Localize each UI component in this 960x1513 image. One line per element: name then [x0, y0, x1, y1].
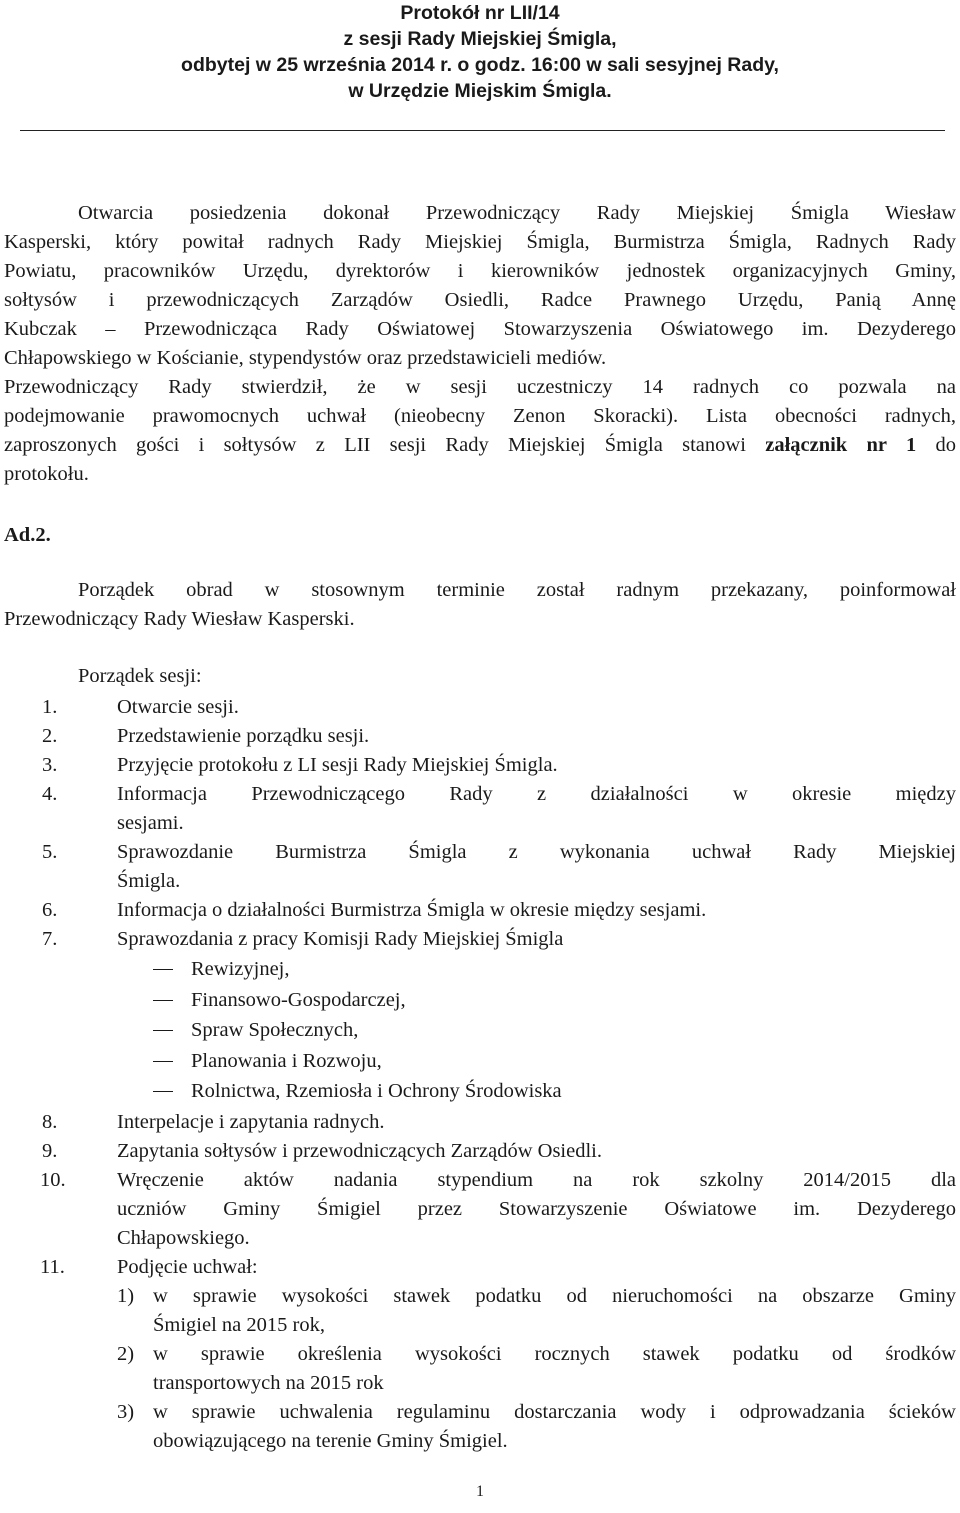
resolution-text: obowiązującego na terenie Gminy Śmigiel.	[153, 1430, 508, 1452]
resolution-text: Śmigiel na 2015 rok,	[153, 1314, 325, 1336]
text-line: Przewodniczący Rady Wiesław Kasperski.	[4, 608, 355, 630]
agenda-item-text: Przedstawienie porządku sesji.	[117, 725, 370, 747]
commission-name: Rewizyjnej,	[191, 958, 290, 980]
agenda-item-text: Przyjęcie protokołu z LI sesji Rady Miejskiej Śmigla.	[117, 754, 558, 776]
commission-name: Spraw Społecznych,	[191, 1019, 359, 1041]
agenda-item-text: Interpelacje i zapytania radnych.	[117, 1111, 385, 1133]
agenda-item-text: Sprawozdania z pracy Komisji Rady Miejskiej Śmigla	[117, 928, 564, 950]
dash-bullet-icon	[153, 1030, 173, 1031]
resolution-number: 2)	[117, 1343, 135, 1365]
agenda-item-number: 4.	[42, 783, 58, 805]
resolution-text: w sprawie określenia wysokości rocznych stawek podatku od środków	[153, 1343, 956, 1365]
text-line	[4, 431, 956, 460]
attachment-reference: załącznik nr 1	[765, 434, 917, 456]
protocol-subtitle-line: w Urzędzie Miejskim Śmigla.	[348, 80, 612, 102]
agenda-title: Porządek sesji:	[78, 665, 202, 687]
agenda-item-text: Informacja o działalności Burmistrza Śmigla w okresie między sesjami.	[117, 899, 707, 921]
agenda-item-text: Wręczenie aktów nadania stypendium na rok szkolny 2014/2015 dla	[117, 1169, 956, 1191]
agenda-item-number: 8.	[42, 1111, 58, 1133]
agenda-item-number: 1.	[42, 696, 58, 718]
dash-bullet-icon	[153, 969, 173, 970]
section-heading-ad2: Ad.2.	[4, 524, 51, 546]
agenda-item-number: 7.	[42, 928, 58, 950]
text-segment: zaproszonych gości i sołtysów z LII sesji Rady Miejskiej Śmigla stanowi	[4, 434, 746, 456]
agenda-item-text: Otwarcie sesji.	[117, 696, 239, 718]
text-line: Porządek obrad w stosownym terminie został radnym przekazany, poinformował	[78, 579, 956, 601]
agenda-item-number: 10.	[40, 1169, 66, 1191]
agenda-item-text: uczniów Gminy Śmigiel przez Stowarzyszenie Oświatowe im. Dezyderego	[117, 1198, 956, 1220]
page-number: 1	[476, 1483, 484, 1500]
commission-name: Rolnictwa, Rzemiosła i Ochrony Środowiska	[191, 1080, 562, 1102]
commission-name: Planowania i Rozwoju,	[191, 1049, 382, 1072]
dash-bullet-icon	[153, 1000, 173, 1001]
agenda-item-number: 2.	[42, 725, 58, 747]
text-line: Kubczak – Przewodnicząca Rady Oświatowej Stowarzyszenia Oświatowego im. Dezyderego	[4, 318, 956, 340]
agenda-item-text: Informacja Przewodniczącego Rady z działalności w okresie między	[117, 783, 956, 805]
dash-bullet-icon	[153, 1061, 173, 1062]
protocol-title: Protokół nr LII/14	[400, 2, 560, 24]
resolution-number: 1)	[117, 1285, 135, 1307]
agenda-item-number: 5.	[42, 841, 58, 863]
protocol-subtitle-line: odbytej w 25 września 2014 r. o godz. 16:00 w sali sesyjnej Rady,	[181, 54, 779, 76]
agenda-item-text: Śmigla.	[117, 870, 181, 892]
agenda-item-text: Zapytania sołtysów i przewodniczących Zarządów Osiedli.	[117, 1140, 602, 1162]
agenda-item-text: sesjami.	[117, 812, 184, 834]
text-line: sołtysów i przewodniczących Zarządów Osiedli, Radce Prawnego Urzędu, Panią Annę	[4, 289, 956, 311]
resolution-text: w sprawie wysokości stawek podatku od nieruchomości na obszarze Gminy	[153, 1285, 956, 1307]
text-line: podejmowanie prawomocnych uchwał (nieobecny Zenon Skoracki). Lista obecności radnych,	[4, 405, 956, 427]
resolution-text: transportowych na 2015 rok	[153, 1372, 384, 1394]
text-line: Kasperski, który powitał radnych Rady Miejskiej Śmigla, Burmistrza Śmigla, Radnych Rady	[4, 231, 956, 253]
agenda-item-text: Podjęcie uchwał:	[117, 1256, 258, 1278]
resolution-number: 3)	[117, 1401, 135, 1423]
text-line: Otwarcia posiedzenia dokonał Przewodniczący Rady Miejskiej Śmigla Wiesław	[78, 202, 956, 224]
agenda-item-number: 3.	[42, 754, 58, 776]
agenda-item-text: Chłapowskiego.	[117, 1227, 250, 1249]
order-paragraph	[4, 576, 956, 634]
text-line: Przewodniczący Rady stwierdził, że w sesji uczestniczy 14 radnych co pozwala na	[4, 376, 956, 398]
text-line: Powiatu, pracowników Urzędu, dyrektorów i kierowników jednostek organizacyjnych Gminy,	[4, 260, 956, 282]
text-segment: do	[935, 434, 957, 456]
text-line: protokołu.	[4, 463, 89, 485]
agenda-item-text: Sprawozdanie Burmistrza Śmigla z wykonania uchwał Rady Miejskiej	[117, 841, 956, 863]
text-line: Chłapowskiego w Kościanie, stypendystów oraz przedstawicieli mediów.	[4, 347, 607, 369]
intro-paragraph	[4, 199, 956, 489]
commission-name: Finansowo-Gospodarczej,	[191, 988, 406, 1011]
agenda-item-number: 6.	[42, 899, 58, 921]
agenda-item-number: 9.	[42, 1140, 58, 1162]
header-divider	[20, 130, 945, 131]
resolution-text: w sprawie uchwalenia regulaminu dostarczania wody i odprowadzania ścieków	[153, 1401, 956, 1423]
protocol-subtitle-line: z sesji Rady Miejskiej Śmigla,	[343, 28, 617, 50]
agenda-item-number: 11.	[40, 1256, 65, 1278]
dash-bullet-icon	[153, 1091, 173, 1092]
protocol-header	[0, 0, 960, 104]
